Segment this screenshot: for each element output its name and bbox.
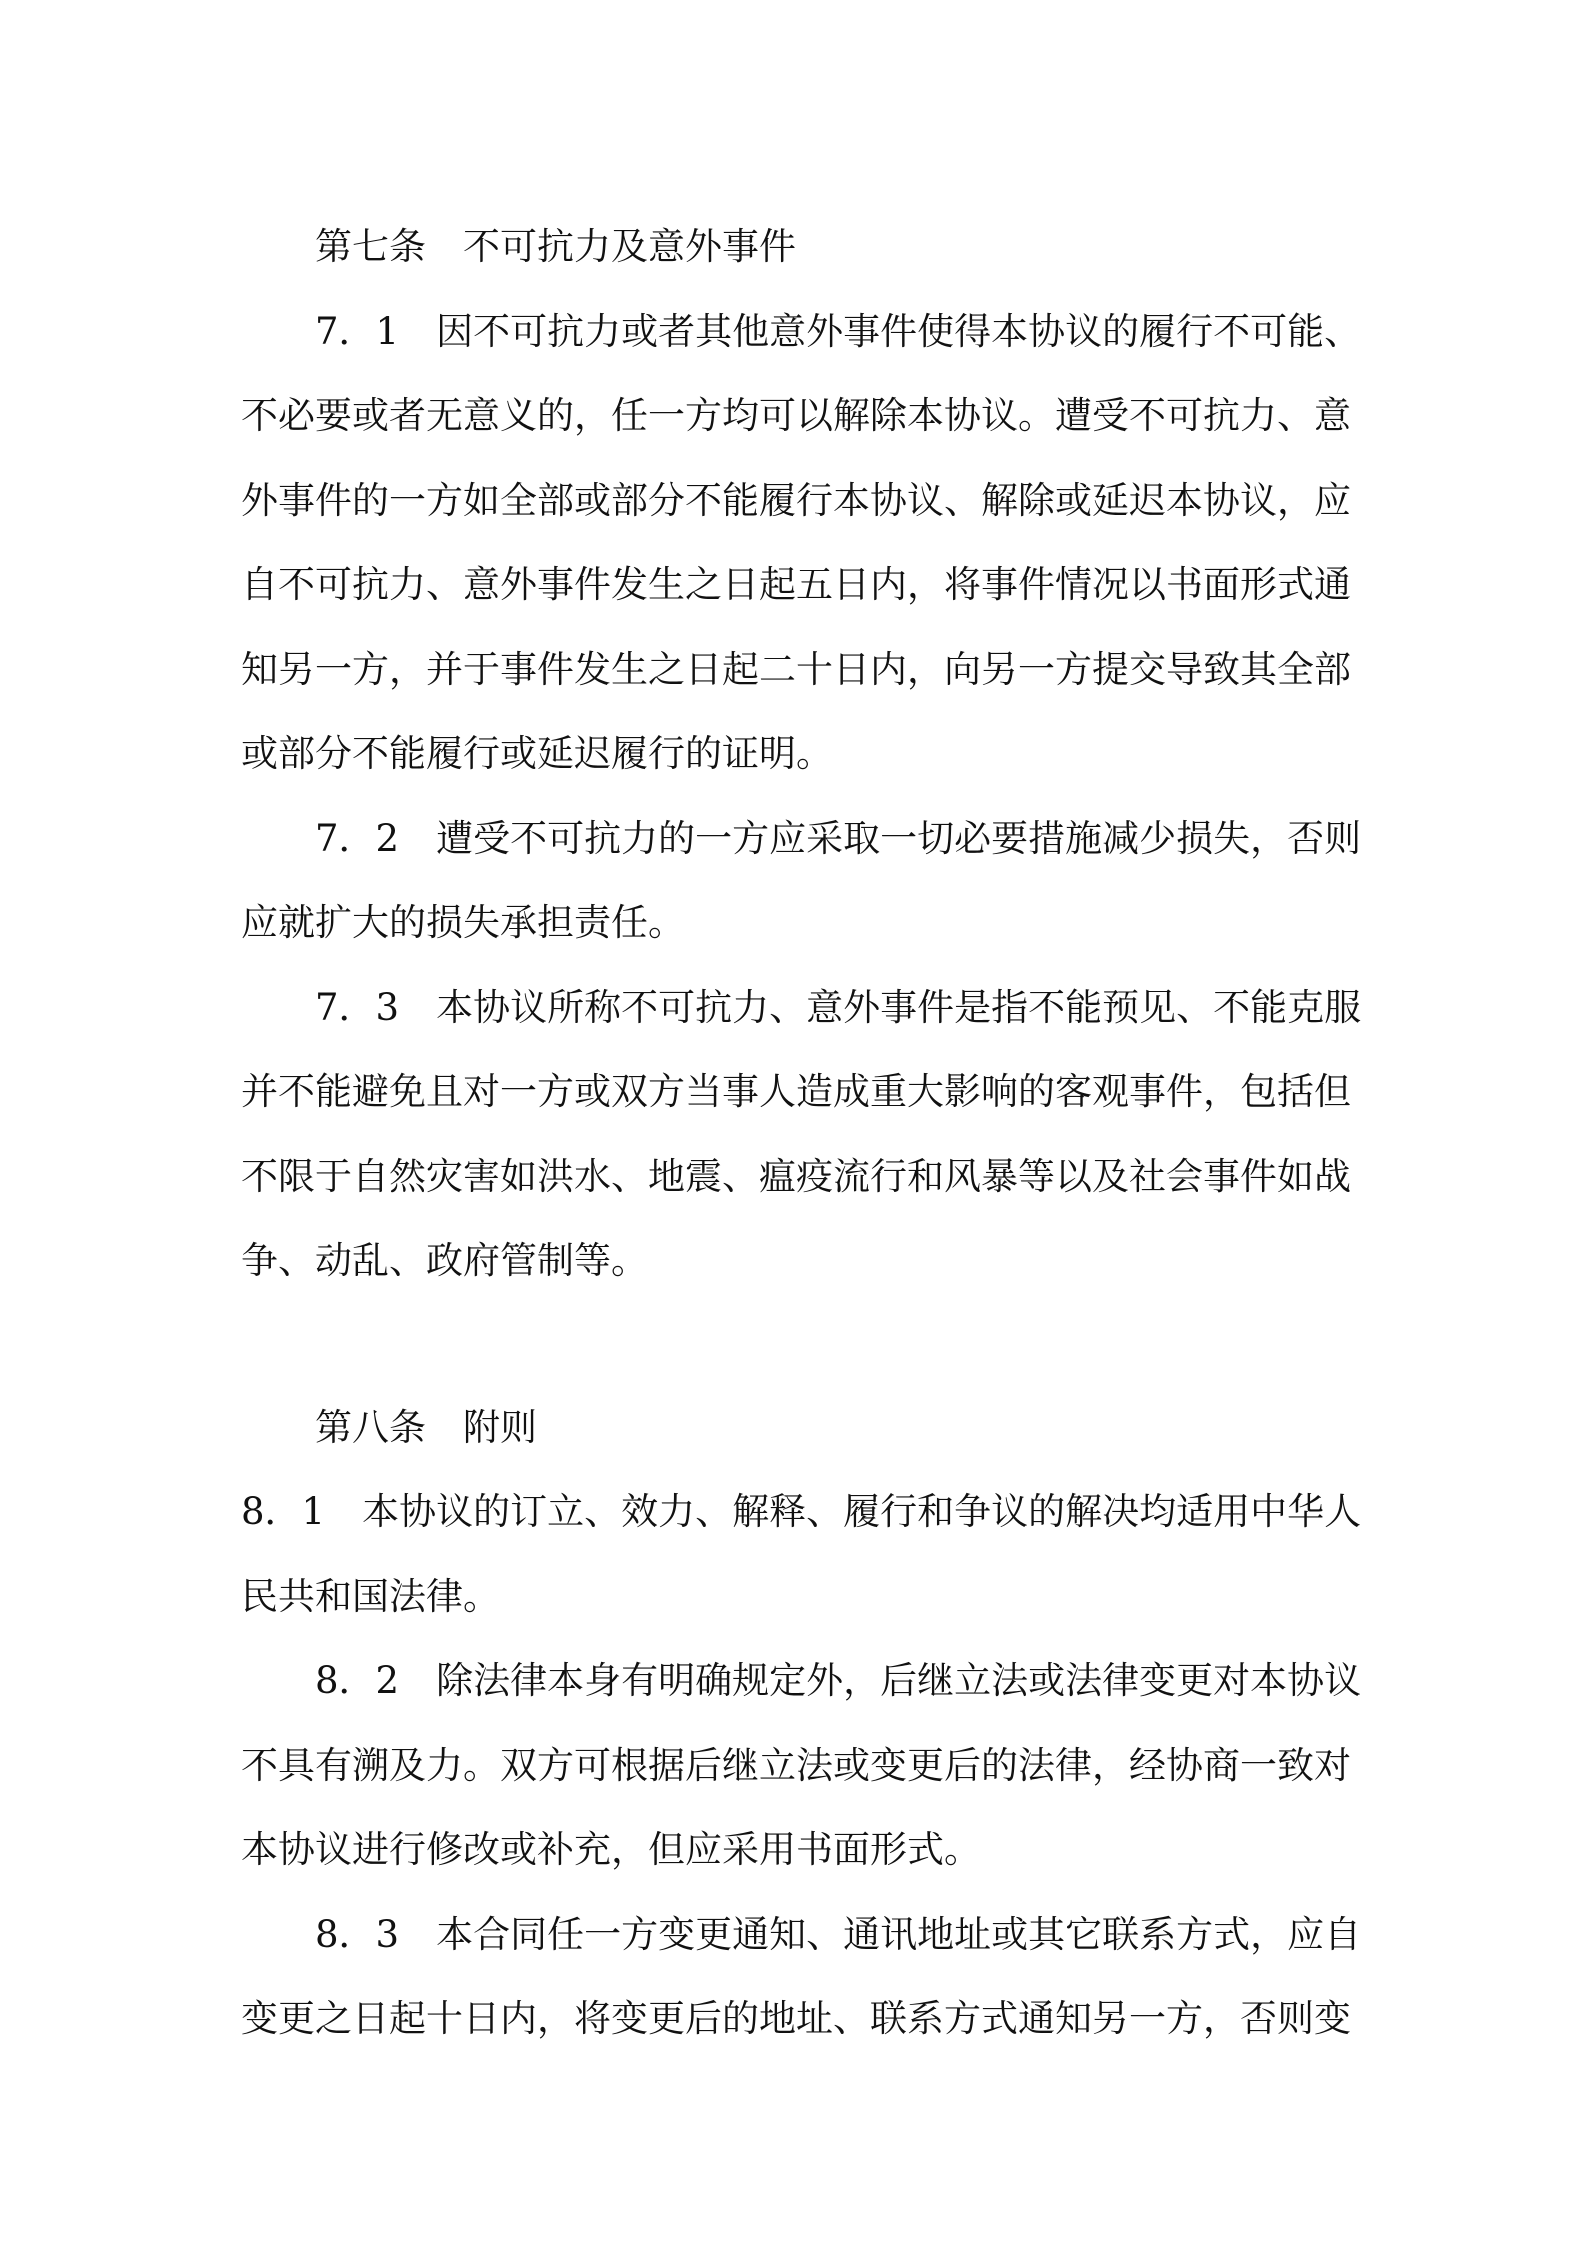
article-8-heading: 第八条 附则 [315,1405,537,1449]
article-7-heading: 第七条 不可抗力及意外事件 [315,225,796,268]
clause-7-1-line: 外事件的一方如全部或部分不能履行本协议、解除或延迟本协议，应 [241,478,1351,522]
clause-8-3 [241,1893,1361,2062]
clause-7-3-line: 并不能避免且对一方或双方当事人造成重大影响的客观事件，包括但 [241,1070,1351,1113]
document-body [241,205,1361,2062]
clause-7-1-line: 不必要或者无意义的，任一方均可以解除本协议。遭受不可抗力、意 [241,394,1351,437]
clause-7-3-line: 争、动乱、政府管制等。 [241,1239,648,1282]
clause-8-2-line: 不具有溯及力。双方可根据后继立法或变更后的法律，经协商一致对 [241,1743,1351,1787]
clause-8-2 [241,1639,1361,1893]
clause-8-3-line: 8．3 本合同任一方变更通知、通讯地址或其它联系方式，应自 [315,1912,1362,1956]
clause-7-3-line: 不限于自然灾害如洪水、地震、瘟疫流行和风暴等以及社会事件如战 [241,1154,1351,1198]
clause-8-1-line: 8．1 本协议的订立、效力、解释、履行和争议的解决均适用中华人 [241,1490,1362,1533]
clause-8-1-line: 民共和国法律。 [241,1574,500,1618]
clause-8-3-line: 变更之日起十日内，将变更后的地址、联系方式通知另一方，否则变 [241,1997,1351,2040]
clause-7-1-line: 或部分不能履行或延迟履行的证明。 [241,732,833,775]
clause-7-1 [241,290,1361,797]
clause-7-2-line: 应就扩大的损失承担责任。 [241,901,685,944]
clause-8-2-line: 8．2 除法律本身有明确规定外，后继立法或法律变更对本协议 [315,1659,1362,1702]
clause-7-1-line: 7．1 因不可抗力或者其他意外事件使得本协议的履行不可能、 [315,309,1362,353]
section-gap [241,1304,1361,1386]
clause-8-2-line: 本协议进行修改或补充，但应采用书面形式。 [241,1828,981,1871]
clause-7-3 [241,966,1361,1304]
clause-7-3-line: 7．3 本协议所称不可抗力、意外事件是指不能预见、不能克服 [315,985,1362,1029]
clause-7-2-line: 7．2 遭受不可抗力的一方应采取一切必要措施减少损失，否则 [315,816,1362,860]
clause-7-1-line: 知另一方，并于事件发生之日起二十日内，向另一方提交导致其全部 [241,647,1351,691]
clause-7-2 [241,797,1361,966]
clause-8-1 [241,1470,1361,1639]
clause-7-1-line: 自不可抗力、意外事件发生之日起五日内，将事件情况以书面形式通 [241,563,1351,606]
